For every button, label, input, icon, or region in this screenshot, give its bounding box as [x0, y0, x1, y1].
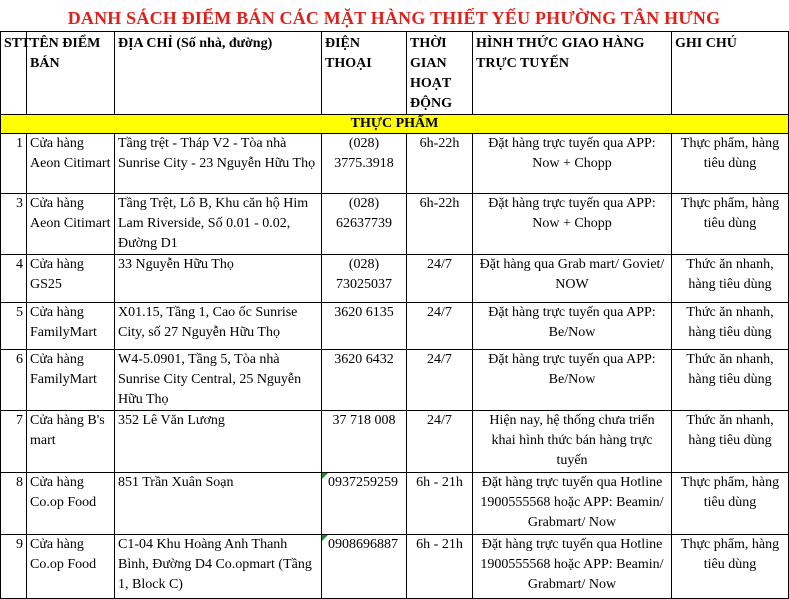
cell-stt: 4: [1, 255, 27, 303]
cell-note: Thức ăn nhanh, hàng tiêu dùng: [672, 303, 789, 350]
cell-address: 851 Trần Xuân Soạn: [115, 473, 322, 535]
cell-address: C1-04 Khu Hoàng Anh Thanh Bình, Đường D4 Co.opmart (Tầng 1, Block C): [115, 535, 322, 599]
cell-hours: 24/7: [407, 255, 473, 303]
cell-name: Cửa hàng Co.op Food: [27, 473, 115, 535]
cell-name: Cửa hàng GS25: [27, 255, 115, 303]
cell-address: Tầng trệt - Tháp V2 - Tòa nhà Sunrise City - 23 Nguyễn Hữu Thọ: [115, 134, 322, 194]
cell-delivery: Đặt hàng trực tuyến qua Hotline 1900555568 hoặc APP: Beamin/ Grabmart/ Now: [473, 473, 672, 535]
cell-phone: (028) 73025037: [322, 255, 407, 303]
cell-phone: 0937259259: [322, 473, 407, 535]
cell-note: Thực phẩm, hàng tiêu dùng: [672, 194, 789, 255]
header-delivery: HÌNH THỨC GIAO HÀNG TRỰC TUYẾN: [473, 32, 672, 115]
cell-stt: 1: [1, 134, 27, 194]
cell-address: Tầng Trệt, Lô B, Khu căn hộ Him Lam Riverside, Số 0.01 - 0.02, Đường D1: [115, 194, 322, 255]
header-row: [1, 32, 789, 115]
cell-stt: 3: [1, 194, 27, 255]
cell-note: Thức ăn nhanh, hàng tiêu dùng: [672, 411, 789, 473]
table-row: [1, 255, 789, 303]
cell-stt: 6: [1, 350, 27, 411]
cell-hours: 6h-22h: [407, 194, 473, 255]
cell-address: X01.15, Tầng 1, Cao ốc Sunrise City, số 27 Nguyễn Hữu Thọ: [115, 303, 322, 350]
cell-phone: 3620 6135: [322, 303, 407, 350]
cell-name: Cửa hàng Aeon Citimart: [27, 194, 115, 255]
section-label: THỰC PHẨM: [1, 115, 789, 134]
cell-phone: 0908696887: [322, 535, 407, 599]
cell-hours: 24/7: [407, 411, 473, 473]
table-row: [1, 535, 789, 599]
cell-note: Thực phẩm, hàng tiêu dùng: [672, 134, 789, 194]
cell-phone: (028) 62637739: [322, 194, 407, 255]
cell-hours: 6h - 21h: [407, 473, 473, 535]
cell-phone: 37 718 008: [322, 411, 407, 473]
header-name: TÊN ĐIỂM BÁN: [27, 32, 115, 115]
cell-name: Cửa hàng Aeon Citimart: [27, 134, 115, 194]
cell-delivery: Đặt hàng trực tuyến qua Hotline 1900555568 hoặc APP: Beamin/ Grabmart/ Now: [473, 535, 672, 599]
cell-stt: 7: [1, 411, 27, 473]
cell-hours: 24/7: [407, 303, 473, 350]
cell-delivery: Đặt hàng trực tuyến qua APP: Be/Now: [473, 350, 672, 411]
store-table: [0, 31, 789, 599]
cell-stt: 9: [1, 535, 27, 599]
table-row: [1, 194, 789, 255]
cell-stt: 8: [1, 473, 27, 535]
cell-address: W4-5.0901, Tầng 5, Tòa nhà Sunrise City Central, 25 Nguyễn Hữu Thọ: [115, 350, 322, 411]
cell-note: Thực phẩm, hàng tiêu dùng: [672, 473, 789, 535]
table-row: [1, 303, 789, 350]
header-address: ĐỊA CHỈ (Số nhà, đường): [115, 32, 322, 115]
table-row: [1, 134, 789, 194]
table-row: [1, 350, 789, 411]
cell-name: Cửa hàng B's mart: [27, 411, 115, 473]
cell-delivery: Đặt hàng trực tuyến qua APP: Now + Chopp: [473, 134, 672, 194]
cell-address: 352 Lê Văn Lương: [115, 411, 322, 473]
cell-delivery: Hiện nay, hệ thống chưa triển khai hình thức bán hàng trực tuyến: [473, 411, 672, 473]
header-note: GHI CHÚ: [672, 32, 789, 115]
header-stt: STT: [1, 32, 27, 115]
cell-delivery: Đặt hàng trực tuyến qua APP: Now + Chopp: [473, 194, 672, 255]
header-hours: THỜI GIAN HOẠT ĐỘNG: [407, 32, 473, 115]
cell-note: Thức ăn nhanh, hàng tiêu dùng: [672, 255, 789, 303]
cell-name: Cửa hàng FamilyMart: [27, 303, 115, 350]
header-phone: ĐIỆN THOẠI: [322, 32, 407, 115]
cell-phone: 3620 6432: [322, 350, 407, 411]
page-title: DANH SÁCH ĐIỂM BÁN CÁC MẶT HÀNG THIẾT YẾU PHƯỜNG TÂN HƯNG: [67, 8, 721, 28]
cell-note: Thực phẩm, hàng tiêu dùng: [672, 535, 789, 599]
cell-delivery: Đặt hàng trực tuyến qua APP: Be/Now: [473, 303, 672, 350]
section-row: [1, 115, 789, 134]
cell-address: 33 Nguyễn Hữu Thọ: [115, 255, 322, 303]
cell-hours: 6h - 21h: [407, 535, 473, 599]
cell-hours: 24/7: [407, 350, 473, 411]
cell-note: Thức ăn nhanh, hàng tiêu dùng: [672, 350, 789, 411]
table-row: [1, 473, 789, 535]
table-row: [1, 411, 789, 473]
cell-stt: 5: [1, 303, 27, 350]
cell-name: Cửa hàng Co.op Food: [27, 535, 115, 599]
cell-hours: 6h-22h: [407, 134, 473, 194]
cell-phone: (028) 3775.3918: [322, 134, 407, 194]
cell-delivery: Đặt hàng qua Grab mart/ Goviet/ NOW: [473, 255, 672, 303]
cell-name: Cửa hàng FamilyMart: [27, 350, 115, 411]
